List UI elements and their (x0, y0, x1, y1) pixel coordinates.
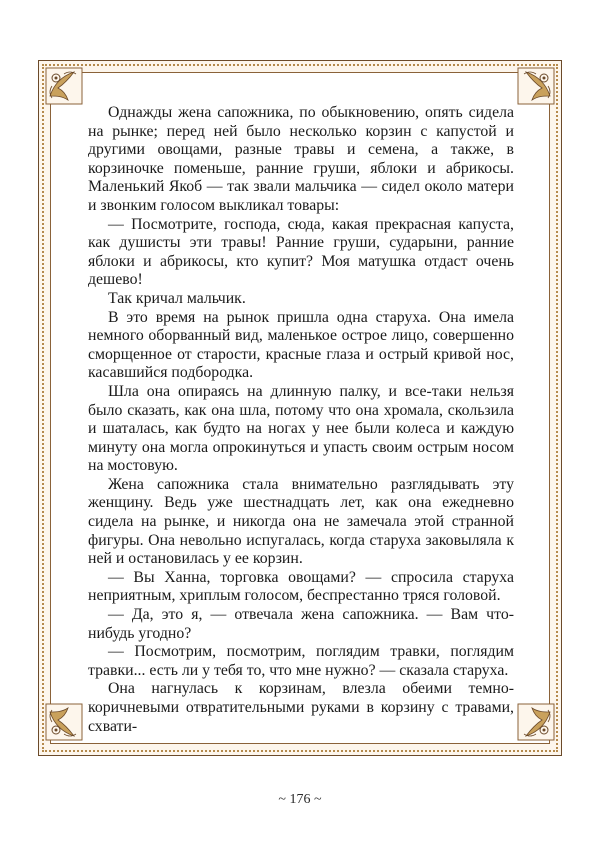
page-number: ~ 176 ~ (278, 792, 322, 807)
paragraph: Она нагнулась к корзинам, влезла обеими темно-коричневыми отвратительными руками в корзину с травами, схвати- (88, 680, 514, 735)
paragraph: Жена сапожника стала внимательно разглядывать эту женщину. Ведь уже шестнадцать лет, как она ежедневно сидела на рынке, и никогда она не замечала этой странной фигуры. Она невольно испугалась, когда старуха заковыляла к ней и остановилась у ее корзин. (88, 475, 514, 568)
paragraph: Так кричал мальчик. (108, 289, 246, 307)
paragraph: — Посмотрите, господа, сюда, какая прекрасная капуста, как душисты эти травы! Ранние груши, сударыни, ранние яблоки и абрикосы, кто купит? Моя матушка отдаст очень дешево! (88, 215, 514, 289)
corner-ornament-icon (516, 66, 556, 106)
paragraph: — Да, это я, — отвечала жена сапожника. — Вам что-нибудь угодно? (88, 606, 514, 642)
corner-ornament-icon (516, 702, 556, 742)
paragraph: Шла она опираясь на длинную палку, и все-таки нельзя было сказать, как она шла, потому что она хромала, скользила и шаталась, как будто на ногах у нее были колеса и каждую минуту она могла опрокинуться и упасть своим острым носом на мостовую. (88, 382, 514, 475)
paragraph: — Вы Ханна, торговка овощами? — спросила старуха неприятным, хриплым голосом, беспрестанно тряся головой. (88, 568, 514, 605)
paragraph: — Посмотрим, посмотрим, поглядим травки, поглядим травки... есть ли у тебя то, что мне нужно? — сказала старуха. (88, 643, 514, 679)
paragraph: Однажды жена сапожника, по обыкновению, опять сидела на рынке; перед ней было несколько корзин с капустой и другими овощами, разные травы и семена, а также, в корзиночке поменьше, ранние груши, яблоки и абрикосы. Маленький Якоб — так звали мальчика — сидел около матери и звонким голосом выкликал товары: (88, 104, 514, 214)
story-text (88, 104, 514, 736)
corner-ornament-icon (44, 702, 84, 742)
paragraph: В это время на рынок пришла одна старуха. Она имела немного оборванный вид, маленькое острое лицо, совершенно сморщенное от старости, красные глаза и острый кривой нос, касавшийся подбородка. (88, 308, 514, 382)
corner-ornament-icon (44, 66, 84, 106)
